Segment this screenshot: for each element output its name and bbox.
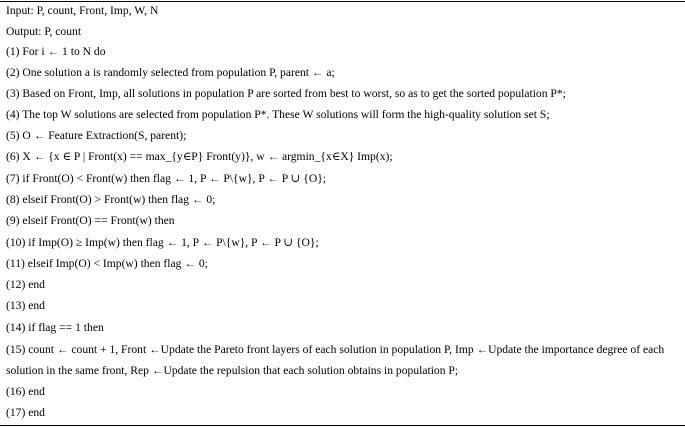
- step-16: [6, 385, 679, 399]
- step-text: One solution a is randomly selected from population P, parent ← a;: [19, 66, 335, 79]
- step-13: [6, 299, 679, 313]
- step-8: [6, 193, 679, 207]
- step-14: [6, 321, 679, 335]
- step-text: count ← count + 1, Front ←Update the Pareto front layers of each solution in population P, Imp ←Update the importance degree of each solution in the same front, Rep ←Update the repulsion that each solution obtains in population P;: [6, 343, 665, 377]
- step-number: (10): [6, 236, 26, 249]
- step-number: (3): [6, 87, 20, 100]
- step-text: The top W solutions are selected from population P*. These W solutions will form the high-quality solution set S;: [19, 108, 550, 121]
- algorithm-output: Output: P, count: [6, 25, 82, 38]
- step-text: if flag == 1 then: [25, 321, 104, 334]
- step-17: [6, 406, 679, 420]
- step-number: (15): [6, 343, 26, 356]
- top-rule: [0, 1, 685, 2]
- step-4: [6, 108, 679, 122]
- step-9: [6, 214, 679, 228]
- step-text: end: [25, 406, 45, 419]
- step-number: (1): [6, 45, 20, 58]
- algorithm-input: Input: P, count, Front, Imp, W, N: [6, 4, 159, 17]
- step-text: elseif Imp(O) < Imp(w) then flag ← 0;: [24, 257, 208, 270]
- step-text: end: [25, 299, 45, 312]
- step-number: (5): [6, 129, 20, 142]
- step-11: [6, 257, 679, 271]
- bottom-rule: [0, 425, 685, 426]
- step-2: [6, 66, 679, 80]
- step-number: (6): [6, 150, 20, 163]
- step-number: (2): [6, 66, 20, 79]
- step-text: X ← {x ∈ P | Front(x) == max_{y∈P} Front(y)}, w ← argmin_{x∈X} Imp(x);: [19, 150, 393, 163]
- step-number: (12): [6, 278, 26, 291]
- step-text: elseif Front(O) == Front(w) then: [19, 214, 175, 227]
- step-number: (11): [6, 257, 25, 270]
- step-number: (16): [6, 385, 26, 398]
- step-number: (8): [6, 193, 20, 206]
- step-text: if Front(O) < Front(w) then flag ← 1, P ← P\{w}, P ← P ∪ {O};: [19, 172, 326, 185]
- step-text: end: [25, 385, 45, 398]
- step-1: [6, 45, 679, 59]
- step-number: (13): [6, 299, 26, 312]
- step-text: end: [25, 278, 45, 291]
- step-text: Based on Front, Imp, all solutions in population P are sorted from best to worst, so as to get the sorted population P*;: [19, 87, 566, 100]
- step-15: [6, 339, 679, 381]
- step-12: [6, 278, 679, 292]
- step-text: if Imp(O) ≥ Imp(w) then flag ← 1, P ← P\{w}, P ← P ∪ {O};: [25, 236, 319, 249]
- step-text: O ← Feature Extraction(S, parent);: [19, 129, 187, 142]
- step-6: [6, 150, 679, 164]
- step-number: (4): [6, 108, 20, 121]
- step-number: (14): [6, 321, 26, 334]
- step-10: [6, 236, 679, 250]
- step-text: For i ← 1 to N do: [19, 45, 106, 58]
- step-number: (9): [6, 214, 20, 227]
- step-7: [6, 172, 679, 186]
- step-number: (7): [6, 172, 20, 185]
- step-3: [6, 87, 679, 101]
- step-5: [6, 129, 679, 143]
- step-number: (17): [6, 406, 26, 419]
- step-text: elseif Front(O) > Front(w) then flag ← 0;: [19, 193, 216, 206]
